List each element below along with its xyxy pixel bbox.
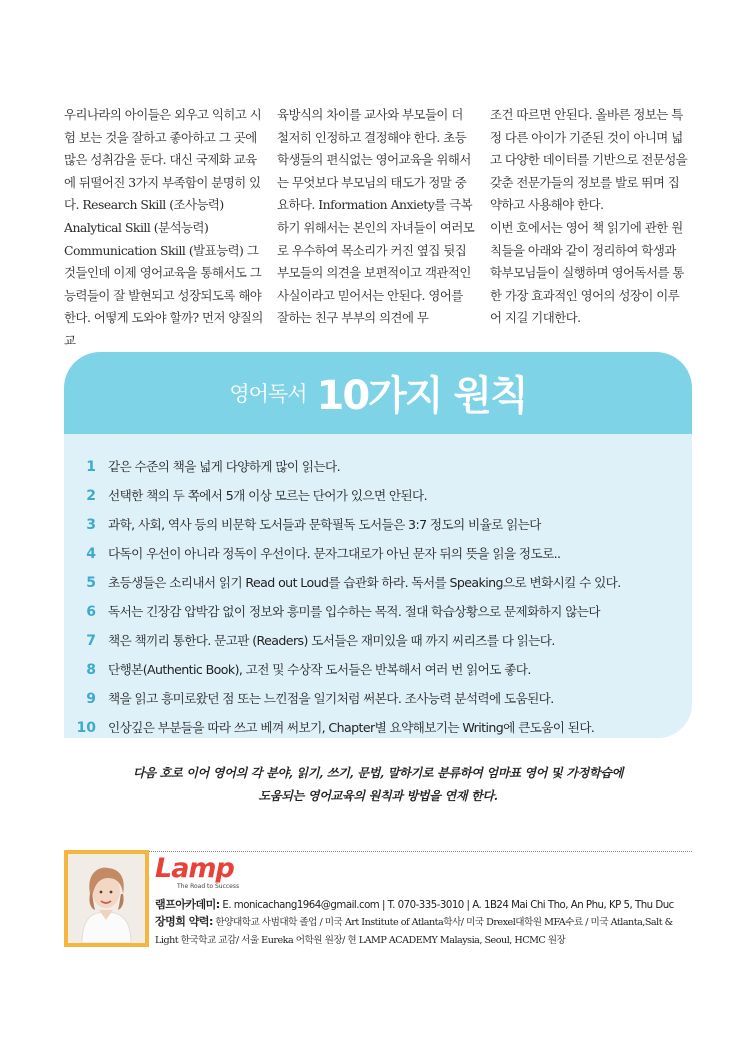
column-1 [64, 104, 263, 353]
principle-item [64, 601, 692, 630]
logo-wordmark: Lamp [155, 853, 234, 884]
principle-item [64, 659, 692, 688]
note-line-2: 도움되는 영어교육의 원칙과 방법을 연재 한다. [258, 789, 498, 803]
principle-number: 6 [86, 604, 96, 620]
principle-item [64, 543, 692, 572]
principle-text: 단행본(Authentic Book), 고전 및 수상작 도서들은 반복해서 여러 번 읽어도 좋다. [108, 662, 531, 677]
principle-text: 과학, 사회, 역사 등의 비문학 도서들과 문학필독 도서들은 3:7 정도의 비율로 읽는다 [108, 517, 541, 532]
principle-item [64, 717, 692, 746]
bio-text: 한양대학교 사범대학 졸업 / 미국 Art Institute of Atlanta학사/ 미국 Drexel대학원 MFA수료 / 미국 Atlanta,Salt & Light 한국학교 교감/ 서울 Eureka 어학원 원장/ 현 LAMP ACADEMY Malaysia, Seoul, HCMC 원장 [155, 917, 673, 946]
column-2 [277, 104, 476, 353]
principles-title-main: 10가지 원칙 [316, 373, 527, 419]
column-2-paragraph-1: 육방식의 차이를 교사와 부모들이 더 철저히 인정하고 결정해야 한다. 초등학생들의 편식없는 영어교육을 위해서는 무엇보다 부모님의 태도가 정말 중요하다. Information Anxiety를 극복하기 위해서는 본인의 자녀들이 여러모로 우수하여 목소리가 커진 옆집 뒷집 부모들의 의견을 보편적이고 객관적인 사실이라고 믿어서는 안된다. 영어를 잘하는 친구 부부의 의견에 무 [277, 107, 475, 326]
author-photo [64, 850, 149, 947]
principle-number: 4 [86, 546, 96, 562]
principle-number: 8 [86, 662, 96, 678]
principle-item [64, 456, 692, 485]
principle-number: 10 [76, 720, 96, 736]
principle-number: 2 [86, 488, 96, 504]
principle-item [64, 572, 692, 601]
author-portrait-icon [68, 854, 145, 943]
principle-text: 책을 읽고 흥미로왔던 점 또는 느낀점을 일기처럼 써본다. 조사능력 분석력에 도움된다. [108, 691, 554, 706]
bio-label: 장명희 약력: [155, 915, 213, 928]
principle-text: 인상깊은 부분들을 따라 쓰고 베껴 써보기, Chapter별 요약해보기는 Writing에 큰도움이 된다. [108, 720, 595, 735]
principle-item [64, 485, 692, 514]
lamp-logo [155, 855, 265, 890]
contact-label: 램프아카데미: [155, 898, 220, 911]
principles-title [64, 364, 692, 421]
contact-info [155, 896, 695, 914]
principle-number: 7 [86, 633, 96, 649]
principle-item [64, 688, 692, 717]
principle-text: 초등생들은 소리내서 읽기 Read out Loud를 습관화 하라. 독서를 Speaking으로 변화시킬 수 있다. [108, 575, 621, 590]
logo-tagline: The Road to Success [177, 883, 240, 890]
author-bio [155, 913, 695, 950]
column-3-paragraph-2: 이번 호에서는 영어 책 읽기에 관한 원칙들을 아래와 같이 정리하여 학생과 학부모님들이 실행하며 영어독서를 통한 가장 효과적인 영어의 성장이 이루어 지길 기대한다. [490, 219, 684, 326]
principle-text: 선택한 책의 두 쪽에서 5개 이상 모르는 단어가 있으면 안된다. [108, 488, 428, 503]
principles-header [64, 352, 692, 434]
continuation-note [64, 762, 692, 808]
principle-text: 책은 책끼리 통한다. 문고판 (Readers) 도서들은 재미있을 때 까지 씨리즈를 다 읽는다. [108, 633, 555, 648]
column-3-paragraph-1: 조건 따르면 안된다. 올바른 정보는 특정 다른 아이가 기준된 것이 아니며 넓고 다양한 데이터를 기반으로 전문성을 갖춘 전문가들의 정보를 발로 뛰며 집약하고 사용해야 한다. [490, 107, 688, 213]
column-3 [490, 104, 689, 353]
principle-number: 5 [86, 575, 96, 591]
footer-divider [64, 851, 692, 852]
principle-number: 9 [86, 691, 96, 707]
principle-text: 같은 수준의 책을 넓게 다양하게 많이 읽는다. [108, 459, 341, 474]
principles-title-sub: 영어독서 [229, 382, 307, 406]
contact-text: E. monicachang1964@gmail.com | T. 070-335-3010 | A. 1B24 Mai Chi Tho, An Phu, KP 5, Thu Duc [219, 900, 674, 911]
principle-number: 3 [86, 517, 96, 533]
principle-text: 독서는 긴장감 압박감 없이 정보와 흥미를 입수하는 목적. 절대 학습상황으로 문제화하지 않는다 [108, 604, 600, 619]
principles-list [64, 434, 692, 738]
principle-item [64, 630, 692, 659]
column-1-paragraph-1: 우리나라의 아이들은 외우고 익히고 시험 보는 것을 잘하고 좋아하고 그 곳에 많은 성취감을 둔다. 대신 국제화 교육에 뒤떨어진 3가지 부족함이 분명히 있다. Research Skill (조사능력) Analytical Skill (분석능력) Communication Skill (발표능력) 그것들인데 이제 영어교육을 통해서도 그 능력들이 잘 발현되고 성장되도록 해야한다. 어떻게 도와야 할까? 먼저 양질의 교 [64, 107, 263, 348]
article-columns [64, 104, 692, 353]
principle-number: 1 [86, 459, 96, 475]
principle-text: 다독이 우선이 아니라 정독이 우선이다. 문자그대로가 아닌 문자 뒤의 뜻을 읽을 정도로.. [108, 546, 561, 561]
note-line-1: 다음 호로 이어 영어의 각 분야, 읽기, 쓰기, 문법, 말하기로 분류하여 엄마표 영어 및 가정학습에 [133, 766, 623, 780]
principle-item [64, 514, 692, 543]
